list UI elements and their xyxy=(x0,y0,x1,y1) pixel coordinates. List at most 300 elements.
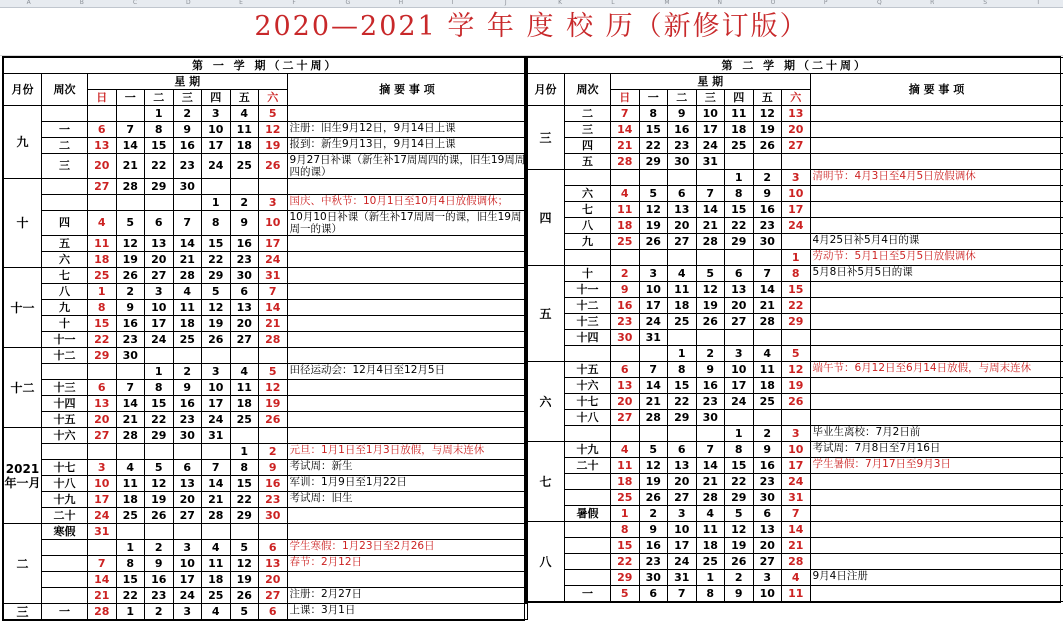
day-cell: 24 xyxy=(173,588,202,604)
day-cell: 4 xyxy=(782,570,811,586)
day-cell: 24 xyxy=(639,314,668,330)
day-cell xyxy=(202,444,231,460)
day-cell: 16 xyxy=(696,378,725,394)
day-cell: 5 xyxy=(116,211,145,236)
page-title: 2020—2021 学 年 度 校 历（新修订版） xyxy=(0,7,1063,47)
column-letter[interactable]: B xyxy=(80,0,84,6)
day-cell: 14 xyxy=(173,236,202,252)
day-cell: 14 xyxy=(696,458,725,474)
week-number: 二 xyxy=(42,138,88,154)
day-cell: 10 xyxy=(202,380,231,396)
note-cell xyxy=(287,106,527,122)
note-cell xyxy=(287,412,527,428)
day-cell: 27 xyxy=(259,588,288,604)
day-cell: 27 xyxy=(668,490,697,506)
week-number: 十二 xyxy=(565,298,611,314)
day-cell: 28 xyxy=(753,314,782,330)
day-cell xyxy=(145,524,174,540)
weekday-header: 二 xyxy=(668,90,697,106)
day-cell: 28 xyxy=(696,490,725,506)
day-cell: 12 xyxy=(202,300,231,316)
day-cell: 15 xyxy=(611,538,640,554)
note-cell xyxy=(287,236,527,252)
week-number: 三 xyxy=(42,154,88,179)
day-cell: 24 xyxy=(668,554,697,570)
day-cell: 9 xyxy=(696,362,725,378)
week-row xyxy=(4,444,528,460)
week-row xyxy=(527,170,1063,186)
day-cell: 6 xyxy=(753,506,782,522)
day-cell: 5 xyxy=(202,284,231,300)
week-row xyxy=(527,394,1063,410)
day-cell: 23 xyxy=(173,412,202,428)
week-row xyxy=(527,282,1063,298)
day-cell xyxy=(88,195,117,211)
day-cell: 28 xyxy=(782,554,811,570)
weekday-header: 六 xyxy=(259,90,288,106)
column-letter[interactable]: S xyxy=(983,0,987,6)
week-number: 一 xyxy=(42,122,88,138)
day-cell: 9 xyxy=(753,442,782,458)
column-letter[interactable]: L xyxy=(611,0,614,6)
column-letter[interactable]: K xyxy=(558,0,562,6)
week-number: 十一 xyxy=(42,332,88,348)
week-number: 六 xyxy=(565,186,611,202)
column-letter[interactable]: N xyxy=(718,0,723,6)
day-cell: 18 xyxy=(88,252,117,268)
week-row xyxy=(527,202,1063,218)
day-cell: 29 xyxy=(611,570,640,586)
day-cell: 18 xyxy=(753,378,782,394)
week-row xyxy=(4,138,528,154)
column-letter[interactable]: E xyxy=(239,0,243,6)
month-cell: 八 xyxy=(527,522,565,602)
day-cell: 3 xyxy=(668,506,697,522)
day-cell: 19 xyxy=(202,316,231,332)
day-cell: 28 xyxy=(639,410,668,426)
day-cell: 20 xyxy=(782,122,811,138)
note-cell: 考试周：旧生 xyxy=(287,492,527,508)
day-cell: 14 xyxy=(116,396,145,412)
day-cell: 17 xyxy=(639,298,668,314)
day-cell: 10 xyxy=(639,282,668,298)
weekday-header: 一 xyxy=(116,90,145,106)
column-letter[interactable]: P xyxy=(824,0,828,6)
day-cell: 25 xyxy=(753,394,782,410)
day-cell: 7 xyxy=(639,362,668,378)
day-cell: 27 xyxy=(725,314,754,330)
day-cell: 19 xyxy=(753,122,782,138)
day-cell: 13 xyxy=(259,556,288,572)
day-cell: 5 xyxy=(230,604,259,620)
day-cell: 30 xyxy=(611,330,640,346)
week-row xyxy=(4,211,528,236)
week-row xyxy=(527,586,1063,602)
column-letter[interactable]: F xyxy=(292,0,295,6)
day-cell xyxy=(116,444,145,460)
week-row xyxy=(4,396,528,412)
note-cell xyxy=(810,330,1063,346)
day-cell: 31 xyxy=(782,490,811,506)
day-cell: 8 xyxy=(611,522,640,538)
day-cell: 5 xyxy=(259,106,288,122)
note-cell: 9月27日补课（新生补17周周四的课，旧生19周周四的课） xyxy=(287,154,527,179)
week-number: 十五 xyxy=(42,412,88,428)
week-number: 八 xyxy=(565,218,611,234)
column-letter[interactable]: G xyxy=(345,0,350,6)
day-cell: 20 xyxy=(668,474,697,490)
column-letter[interactable]: T xyxy=(1036,0,1040,6)
day-cell: 13 xyxy=(668,458,697,474)
day-cell xyxy=(639,346,668,362)
week-number: 七 xyxy=(565,202,611,218)
note-cell xyxy=(810,314,1063,330)
day-cell: 9 xyxy=(230,211,259,236)
week-number: 二十 xyxy=(565,458,611,474)
day-cell: 2 xyxy=(611,266,640,282)
day-cell: 24 xyxy=(202,412,231,428)
day-cell xyxy=(173,524,202,540)
month-cell: 2021年一月 xyxy=(4,428,42,524)
day-cell: 4 xyxy=(753,346,782,362)
notes-header: 摘 要 事 项 xyxy=(810,74,1063,106)
day-cell: 13 xyxy=(88,138,117,154)
day-cell: 9 xyxy=(116,300,145,316)
note-cell xyxy=(810,186,1063,202)
day-cell xyxy=(230,428,259,444)
day-cell: 6 xyxy=(259,540,288,556)
day-cell: 13 xyxy=(173,476,202,492)
day-cell: 30 xyxy=(173,179,202,195)
day-cell xyxy=(753,250,782,266)
day-cell: 1 xyxy=(611,506,640,522)
day-cell: 11 xyxy=(116,476,145,492)
week-number: 十 xyxy=(565,266,611,282)
day-cell: 3 xyxy=(173,604,202,620)
column-letter[interactable]: R xyxy=(930,0,934,6)
week-row xyxy=(4,380,528,396)
week-number xyxy=(565,346,611,362)
note-cell xyxy=(810,106,1063,122)
day-cell: 16 xyxy=(173,396,202,412)
day-cell: 11 xyxy=(230,122,259,138)
day-cell: 22 xyxy=(88,332,117,348)
week-row xyxy=(4,300,528,316)
column-letter[interactable]: D xyxy=(186,0,191,6)
month-cell: 四 xyxy=(527,170,565,266)
day-cell: 18 xyxy=(202,572,231,588)
week-number: 二 xyxy=(565,106,611,122)
day-cell: 2 xyxy=(173,364,202,380)
day-cell: 15 xyxy=(639,122,668,138)
day-cell: 22 xyxy=(639,138,668,154)
note-cell xyxy=(810,154,1063,170)
day-cell: 14 xyxy=(639,378,668,394)
day-cell: 1 xyxy=(725,426,754,442)
week-row xyxy=(527,458,1063,474)
day-cell: 20 xyxy=(173,492,202,508)
day-cell: 22 xyxy=(116,588,145,604)
week-row xyxy=(4,604,528,620)
day-cell xyxy=(145,195,174,211)
day-cell: 29 xyxy=(725,234,754,250)
note-cell xyxy=(810,282,1063,298)
day-cell: 2 xyxy=(696,346,725,362)
day-cell: 22 xyxy=(782,298,811,314)
day-cell xyxy=(753,154,782,170)
week-row xyxy=(4,412,528,428)
week-number xyxy=(565,570,611,586)
semester-title: 第 一 学 期（二十周） xyxy=(4,58,528,74)
day-cell: 1 xyxy=(202,195,231,211)
day-cell: 1 xyxy=(88,284,117,300)
day-cell xyxy=(259,179,288,195)
day-cell: 2 xyxy=(145,604,174,620)
day-cell: 27 xyxy=(88,428,117,444)
day-cell xyxy=(230,524,259,540)
day-cell: 12 xyxy=(230,556,259,572)
week-row xyxy=(527,138,1063,154)
day-cell: 9 xyxy=(259,460,288,476)
day-cell xyxy=(639,426,668,442)
week-row xyxy=(4,476,528,492)
week-number: 十八 xyxy=(565,410,611,426)
day-cell: 29 xyxy=(725,490,754,506)
week-row xyxy=(527,218,1063,234)
day-cell xyxy=(696,330,725,346)
week-number: 十九 xyxy=(42,492,88,508)
day-cell: 23 xyxy=(116,332,145,348)
note-cell: 10月10日补课（新生补17周周一的课，旧生19周周一的课） xyxy=(287,211,527,236)
day-cell xyxy=(611,250,640,266)
column-letter[interactable]: C xyxy=(133,0,137,6)
weekday-header: 一 xyxy=(639,90,668,106)
week-row xyxy=(4,106,528,122)
day-cell: 6 xyxy=(173,460,202,476)
day-cell: 14 xyxy=(259,300,288,316)
day-cell: 2 xyxy=(753,426,782,442)
day-cell xyxy=(145,444,174,460)
day-cell: 24 xyxy=(259,252,288,268)
weekday-header: 二 xyxy=(145,90,174,106)
day-cell: 22 xyxy=(611,554,640,570)
month-cell: 五 xyxy=(527,266,565,362)
note-cell xyxy=(810,202,1063,218)
day-cell: 31 xyxy=(696,154,725,170)
day-cell: 2 xyxy=(230,195,259,211)
note-cell xyxy=(810,410,1063,426)
week-row xyxy=(4,556,528,572)
day-cell: 6 xyxy=(230,284,259,300)
day-cell xyxy=(611,170,640,186)
day-cell: 16 xyxy=(230,236,259,252)
day-cell: 7 xyxy=(753,266,782,282)
day-cell: 23 xyxy=(668,138,697,154)
column-letter[interactable]: M xyxy=(664,0,669,6)
note-cell xyxy=(287,348,527,364)
month-cell: 九 xyxy=(4,106,42,179)
week-number: 三 xyxy=(565,122,611,138)
day-cell: 21 xyxy=(116,412,145,428)
week-number: 八 xyxy=(42,284,88,300)
week-row xyxy=(527,186,1063,202)
day-cell: 4 xyxy=(116,460,145,476)
day-cell: 21 xyxy=(173,252,202,268)
day-cell: 7 xyxy=(88,556,117,572)
day-cell: 6 xyxy=(259,604,288,620)
day-cell: 15 xyxy=(725,458,754,474)
week-number xyxy=(42,364,88,380)
week-number xyxy=(42,540,88,556)
day-cell: 17 xyxy=(696,122,725,138)
day-cell: 15 xyxy=(725,202,754,218)
week-number: 五 xyxy=(565,154,611,170)
week-number: 四 xyxy=(42,211,88,236)
column-letter[interactable]: J xyxy=(505,0,507,6)
note-cell xyxy=(287,508,527,524)
day-cell: 11 xyxy=(88,236,117,252)
note-cell xyxy=(810,138,1063,154)
day-cell: 30 xyxy=(173,428,202,444)
day-cell: 28 xyxy=(696,234,725,250)
day-cell xyxy=(202,524,231,540)
day-cell xyxy=(116,106,145,122)
week-row xyxy=(527,298,1063,314)
day-cell: 29 xyxy=(145,179,174,195)
day-cell: 31 xyxy=(202,428,231,444)
day-cell xyxy=(725,410,754,426)
day-cell: 15 xyxy=(116,572,145,588)
note-cell xyxy=(810,346,1063,362)
day-cell: 10 xyxy=(202,122,231,138)
day-cell: 13 xyxy=(668,202,697,218)
column-letter[interactable]: O xyxy=(771,0,776,6)
day-cell: 19 xyxy=(145,492,174,508)
day-cell: 23 xyxy=(173,154,202,179)
week-number: 七 xyxy=(42,268,88,284)
week-row xyxy=(4,524,528,540)
day-cell: 6 xyxy=(668,186,697,202)
week-number xyxy=(42,179,88,195)
week-row xyxy=(527,554,1063,570)
day-cell: 11 xyxy=(696,522,725,538)
day-cell: 23 xyxy=(230,252,259,268)
day-cell: 10 xyxy=(259,211,288,236)
day-cell: 3 xyxy=(782,170,811,186)
day-cell: 7 xyxy=(116,122,145,138)
day-cell: 26 xyxy=(202,332,231,348)
day-cell: 11 xyxy=(611,202,640,218)
week-number: 二十 xyxy=(42,508,88,524)
week-number: 十五 xyxy=(565,362,611,378)
day-cell: 8 xyxy=(145,122,174,138)
day-cell: 8 xyxy=(696,586,725,602)
column-letter[interactable]: I xyxy=(452,0,454,6)
day-cell: 9 xyxy=(145,556,174,572)
day-cell xyxy=(782,410,811,426)
day-cell: 26 xyxy=(145,508,174,524)
day-cell: 20 xyxy=(230,316,259,332)
day-cell xyxy=(88,364,117,380)
day-cell xyxy=(88,540,117,556)
day-cell: 7 xyxy=(259,284,288,300)
day-cell: 29 xyxy=(668,410,697,426)
day-cell: 18 xyxy=(116,492,145,508)
week-row xyxy=(527,522,1063,538)
week-number: 十六 xyxy=(565,378,611,394)
day-cell: 24 xyxy=(202,154,231,179)
week-number xyxy=(565,426,611,442)
day-cell: 28 xyxy=(88,604,117,620)
day-cell xyxy=(782,330,811,346)
day-cell: 24 xyxy=(88,508,117,524)
day-cell: 16 xyxy=(259,476,288,492)
day-cell: 22 xyxy=(668,394,697,410)
day-cell: 29 xyxy=(639,154,668,170)
week-number: 十一 xyxy=(565,282,611,298)
note-cell xyxy=(810,490,1063,506)
day-cell: 2 xyxy=(725,570,754,586)
day-cell: 4 xyxy=(696,506,725,522)
column-letter[interactable]: H xyxy=(399,0,404,6)
day-cell: 11 xyxy=(230,380,259,396)
week-number xyxy=(42,572,88,588)
day-cell: 17 xyxy=(782,458,811,474)
day-cell: 17 xyxy=(202,138,231,154)
note-cell xyxy=(287,396,527,412)
semester-two-table xyxy=(525,56,1061,603)
day-cell: 3 xyxy=(259,195,288,211)
day-cell: 1 xyxy=(668,346,697,362)
day-cell: 13 xyxy=(725,282,754,298)
week-number: 四 xyxy=(565,138,611,154)
note-cell: 注册：旧生9月12日，9月14日上课 xyxy=(287,122,527,138)
week-row xyxy=(4,460,528,476)
day-cell: 11 xyxy=(202,556,231,572)
column-letter[interactable]: A xyxy=(27,0,31,6)
week-number xyxy=(565,170,611,186)
day-cell: 11 xyxy=(173,300,202,316)
week-number: 十四 xyxy=(565,330,611,346)
day-cell: 31 xyxy=(639,330,668,346)
day-cell: 23 xyxy=(639,554,668,570)
day-cell xyxy=(639,250,668,266)
day-cell: 22 xyxy=(725,218,754,234)
column-letter[interactable]: Q xyxy=(877,0,882,6)
day-cell: 14 xyxy=(611,122,640,138)
note-cell: 9月4日注册 xyxy=(810,570,1063,586)
day-cell: 26 xyxy=(725,554,754,570)
day-cell: 13 xyxy=(782,106,811,122)
day-cell: 26 xyxy=(696,314,725,330)
weekday-header: 六 xyxy=(782,90,811,106)
day-cell: 4 xyxy=(230,106,259,122)
week-row xyxy=(4,364,528,380)
day-cell: 24 xyxy=(782,218,811,234)
week-row xyxy=(4,268,528,284)
day-cell: 25 xyxy=(202,588,231,604)
day-cell: 25 xyxy=(116,508,145,524)
day-cell: 21 xyxy=(202,492,231,508)
note-cell xyxy=(287,524,527,540)
week-row xyxy=(4,572,528,588)
day-cell: 22 xyxy=(230,492,259,508)
day-cell: 30 xyxy=(259,508,288,524)
day-cell: 10 xyxy=(88,476,117,492)
day-cell: 11 xyxy=(782,586,811,602)
day-cell: 27 xyxy=(753,554,782,570)
day-cell: 29 xyxy=(145,428,174,444)
